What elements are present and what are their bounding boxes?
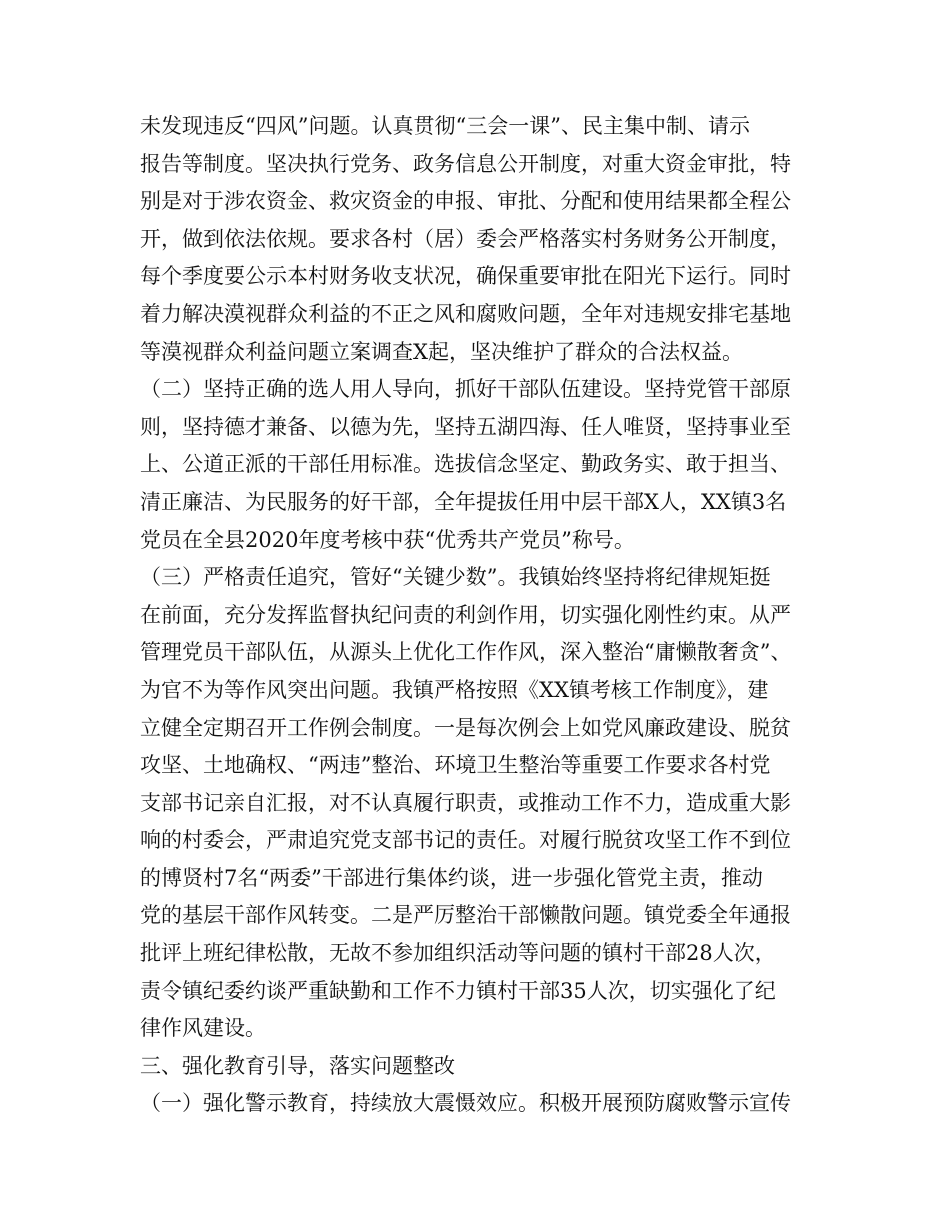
text-line: 批评上班纪律松散，无故不参加组织活动等问题的镇村干部28人次， xyxy=(140,941,776,966)
chapter-heading-line: 三、强化教育引导，落实问题整改 xyxy=(140,1053,455,1078)
section-heading-line: （三）严格责任追究，管好“关键少数”。我镇始终坚持将纪律规矩挺 xyxy=(140,565,771,590)
text-line: 清正廉洁、为民服务的好干部，全年提拔任用中层干部X人，XX镇3名 xyxy=(140,489,787,514)
text-line: 每个季度要公示本村财务收支状况，确保重要审批在阳光下运行。同时 xyxy=(140,264,791,289)
text-line: 为官不为等作风突出问题。我镇严格按照《XX镇考核工作制度》，建 xyxy=(140,677,769,702)
text-line: 在前面，充分发挥监督执纪问责的利剑作用，切实强化刚性约束。从严 xyxy=(140,602,791,627)
text-line: 等漠视群众利益问题立案调查X起，坚决维护了群众的合法权益。 xyxy=(140,339,743,364)
text-line: 党的基层干部作风转变。二是严厉整治干部懒散问题。镇党委全年通报 xyxy=(140,903,791,928)
text-line: 立健全定期召开工作例会制度。一是每次例会上如党风廉政建设、脱贫 xyxy=(140,715,791,740)
text-line: 开，做到依法依规。要求各村（居）委会严格落实村务财务公开制度， xyxy=(140,226,791,251)
text-line: 别是对于涉农资金、救灾资金的申报、审批、分配和使用结果都全程公 xyxy=(140,189,791,214)
section-heading-line: （一）强化警示教育，持续放大震慑效应。积极开展预防腐败警示宣传 xyxy=(140,1091,791,1116)
text-line: 则，坚持德才兼备、以德为先，坚持五湖四海、任人唯贤，坚持事业至 xyxy=(140,414,791,439)
text-line: 党员在全县2020年度考核中获“优秀共产党员”称号。 xyxy=(140,527,635,552)
text-line: 管理党员干部队伍，从源头上优化工作作风，深入整治“庸懒散奢贪”、 xyxy=(140,640,792,665)
text-line: 的博贤村7名“两委”干部进行集体约谈，进一步强化管党主责，推动 xyxy=(140,865,763,890)
text-line: 责令镇纪委约谈严重缺勤和工作不力镇村干部35人次，切实强化了纪 xyxy=(140,978,776,1003)
text-line: 攻坚、土地确权、“两违”整治、环境卫生整治等重要工作要求各村党 xyxy=(140,753,771,778)
text-line: 着力解决漠视群众利益的不正之风和腐败问题，全年对违规安排宅基地 xyxy=(140,301,791,326)
text-line: 律作风建设。 xyxy=(140,1016,266,1041)
text-line: 报告等制度。坚决执行党务、政务信息公开制度，对重大资金审批，特 xyxy=(140,151,791,176)
section-heading-line: （二）坚持正确的选人用人导向，抓好干部队伍建设。坚持党管干部原 xyxy=(140,377,791,402)
document-body xyxy=(140,108,830,1123)
text-line: 响的村委会，严肃追究党支部书记的责任。对履行脱贫攻坚工作不到位 xyxy=(140,828,791,853)
text-line: 未发现违反“四风”问题。认真贯彻“三会一课”、民主集中制、请示 xyxy=(140,114,750,138)
text-line: 支部书记亲自汇报，对不认真履行职责，或推动工作不力，造成重大影 xyxy=(140,790,791,815)
text-line: 上、公道正派的干部任用标准。选拔信念坚定、勤政务实、敢于担当、 xyxy=(140,452,791,477)
